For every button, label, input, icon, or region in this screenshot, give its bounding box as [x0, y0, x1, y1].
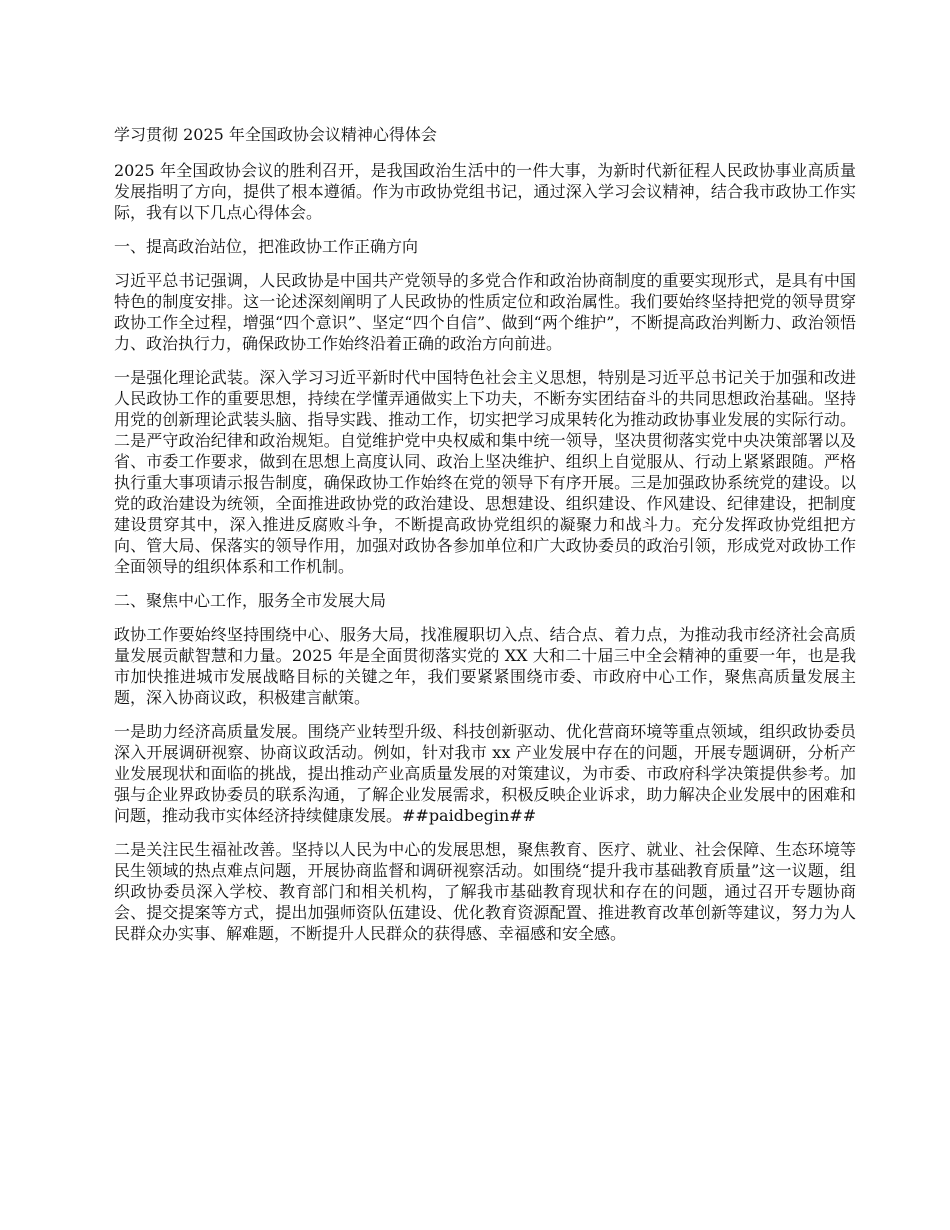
section-2-paragraph-3: 二是关注民生福祉改善。坚持以人民为中心的发展思想，聚焦教育、医疗、就业、社会保障、生态环境等民生领域的热点难点问题，开展协商监督和调研视察活动。如围绕“提升我市基础教育质量”这一议题，组织政协委员深入学校、教育部门和相关机构，了解我市基础教育现状和存在的问题，通过召开专题协商会、提交提案等方式，提出加强师资队伍建设、优化教育资源配置、推进教育改革创新等建议，努力为人民群众办实事、解难题，不断提升人民群众的获得感、幸福感和安全感。	[114, 840, 856, 943]
section-heading-2: 二、聚焦中心工作，服务全市发展大局	[114, 591, 387, 610]
section-1-paragraph-2: 一是强化理论武装。深入学习习近平新时代中国特色社会主义思想，特别是习近平总书记关于加强和改进人民政协工作的重要思想，持续在学懂弄通做实上下功夫，不断夯实团结奋斗的共同思想政治基础。坚持用党的创新理论武装头脑、指导实践、推动工作，切实把学习成果转化为推动政协事业发展的实际行动。二是严守政治纪律和政治规矩。自觉维护党中央权威和集中统一领导，坚决贯彻落实党中央决策部署以及省、市委工作要求，做到在思想上高度认同、政治上坚决维护、组织上自觉服从、行动上紧紧跟随。严格执行重大事项请示报告制度，确保政协工作始终在党的领导下有序开展。三是加强政协系统党的建设。以党的政治建设为统领，全面推进政协党的政治建设、思想建设、组织建设、作风建设、纪律建设，把制度建设贯穿其中，深入推进反腐败斗争，不断提高政协党组织的凝聚力和战斗力。充分发挥政协党组把方向、管大局、保落实的领导作用，加强对政协各参加单位和广大政协委员的政治引领，形成党对政协工作全面领导的组织体系和工作机制。	[114, 368, 856, 576]
intro-paragraph: 2025 年全国政协会议的胜利召开，是我国政治生活中的一件大事，为新时代新征程人民政协事业高质量发展指明了方向，提供了根本遵循。作为市政协党组书记，通过深入学习会议精神，结合我市政协工作实际，我有以下几点心得体会。	[114, 161, 856, 222]
document-title: 学习贯彻 2025 年全国政协会议精神心得体会	[114, 125, 437, 144]
section-2-paragraph-1: 政协工作要始终坚持围绕中心、服务大局，找准履职切入点、结合点、着力点，为推动我市经济社会高质量发展贡献智慧和力量。2025 年是全面贯彻落实党的 XX 大和二十届三中全会精神的重要一年，也是我市加快推进城市发展战略目标的关键之年，我们要紧紧围绕市委、市政府中心工作，聚焦高质量发展主题，深入协商议政，积极建言献策。	[114, 625, 856, 707]
section-1-paragraph-1: 习近平总书记强调，人民政协是中国共产党领导的多党合作和政治协商制度的重要实现形式，是具有中国特色的制度安排。这一论述深刻阐明了人民政协的性质定位和政治属性。我们要始终坚持把党的领导贯穿政协工作全过程，增强“四个意识”、坚定“四个自信”、做到“两个维护”，不断提高政治判断力、政治领悟力、政治执行力，确保政协工作始终沿着正确的政治方向前进。	[114, 271, 856, 353]
section-2-paragraph-2: 一是助力经济高质量发展。围绕产业转型升级、科技创新驱动、优化营商环境等重点领域，组织政协委员深入开展调研视察、协商议政活动。例如，针对我市 xx 产业发展中存在的问题，开展专题调研，分析产业发展现状和面临的挑战，提出推动产业高质量发展的对策建议，为市委、市政府科学决策提供参考。加强与企业界政协委员的联系沟通，了解企业发展需求，积极反映企业诉求，助力解决企业发展中的困难和问题，推动我市实体经济持续健康发展。##paidbegin##	[114, 722, 856, 825]
section-heading-1: 一、提高政治站位，把准政协工作正确方向	[114, 237, 419, 256]
document-body	[114, 124, 856, 957]
